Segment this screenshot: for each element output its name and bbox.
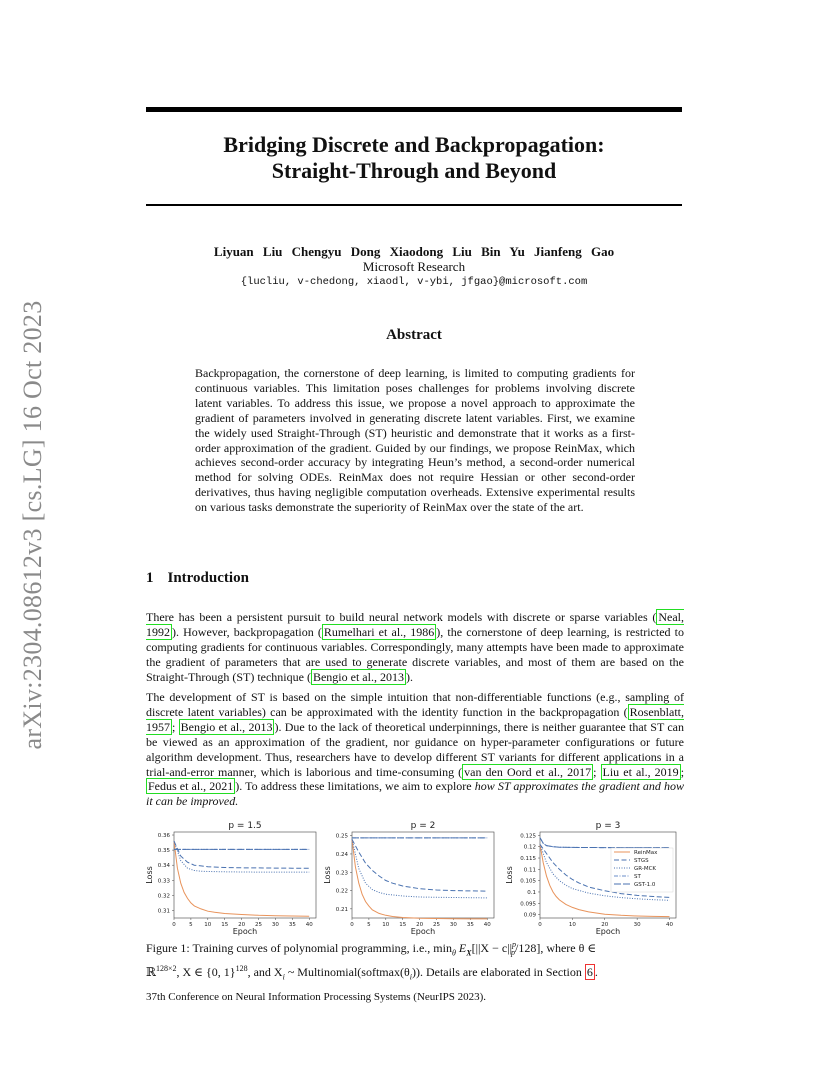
series-line-gr-mck xyxy=(352,839,487,898)
chart-title: p = 2 xyxy=(410,821,436,831)
title-bottom-rule xyxy=(146,204,682,206)
arxiv-identifier xyxy=(18,290,48,760)
caption-text: Training curves of polynomial programming, i.e., min xyxy=(189,941,452,955)
caption-text: E xyxy=(455,941,467,955)
x-axis-label: Epoch xyxy=(410,927,436,936)
x-tick-label: 35 xyxy=(466,922,474,928)
caption-text: ℝ xyxy=(146,965,156,980)
chart-p2 xyxy=(324,818,502,938)
x-tick-label: 5 xyxy=(367,922,371,928)
text-run: ), the cornerstone of deep learning, is restricted to computing gradients for continuous variables. Correspondingly, many attempts have been made to approximate the gradient of parameters that are used to generate discrete variables, and most of them are based on the Straight-Through (ST) technique ( xyxy=(146,624,684,684)
x-axis-label: Epoch xyxy=(595,927,621,936)
caption-text: . xyxy=(594,965,598,980)
section-link[interactable]: 6 xyxy=(586,965,593,980)
legend-label: STGS xyxy=(634,858,649,864)
caption-text: /128], where θ ∈ xyxy=(514,941,597,955)
citation-link[interactable]: Rumelhari et al., 1986 xyxy=(323,624,435,639)
caption-label: Figure 1: xyxy=(146,941,190,955)
citation-link[interactable]: Neal, 1992 xyxy=(146,610,684,639)
section-number: 1 xyxy=(146,570,154,586)
citation-link[interactable]: van den Oord et al., 2017 xyxy=(464,764,592,779)
text-run: ; xyxy=(593,764,601,779)
series-line-stgs xyxy=(352,839,487,891)
y-tick-label: 0.23 xyxy=(335,870,348,877)
y-tick-label: 0.09 xyxy=(523,912,536,919)
chart-p1.5 xyxy=(146,818,324,938)
citation-link[interactable]: Bengio et al., 2013 xyxy=(180,719,273,734)
x-tick-label: 10 xyxy=(204,922,212,928)
caption-text: [||X − c|| xyxy=(471,941,512,955)
y-tick-label: 0.36 xyxy=(157,833,170,840)
x-tick-label: 20 xyxy=(601,922,609,928)
abstract-body: Backpropagation, the cornerstone of deep learning, is limited to computing gradients for continuous variables. This limitation poses challenges for problems involving discrete latent variables. To address this issue, we propose a novel approach to approximate the gradient of parameters involved in generating discrete latent variables. First, we examine the widely used Straight-Through (ST) heuristic and demonstrate that it works as a first-order approximation of the gradient. Guided by our findings, we propose ReinMax, which achieves second-order accuracy by integrating Heun’s method, a second-order numerical method for solving ODEs. ReinMax does not require Hessian or other second-order derivatives, thus having negligible computation overheads. Extensive experimental results on various tasks demonstrate the superiority of ReinMax over the state of the art. xyxy=(195,366,635,515)
text-run: ; xyxy=(680,764,685,779)
chart-title: p = 1.5 xyxy=(228,821,262,831)
y-tick-label: 0.21 xyxy=(335,906,348,913)
text-run: ). Due to the lack of theoretical underpinnings, there is neither guarantee that ST can be viewed as an approximation of the gradient, nor guidance on hyper-parameter configurations or future algorithm development. Thus, researchers have to develop different ST variants for different applications in a trial-and-error manner, which is laborious and time-consuming ( xyxy=(146,719,684,779)
x-tick-label: 40 xyxy=(483,922,491,928)
title-line-2: Straight-Through and Beyond xyxy=(271,158,557,183)
x-tick-label: 35 xyxy=(288,922,296,928)
series-line-st xyxy=(540,838,670,848)
x-tick-label: 5 xyxy=(189,922,193,928)
x-tick-label: 15 xyxy=(399,922,407,928)
citation-link[interactable]: Liu et al., 2019 xyxy=(602,764,679,779)
text-run: The development of ST is based on the simple intuition that non-differentiable functions (e.g., sampling of discrete latent variables) can be approximated with the identity function in the backpropagation ( xyxy=(146,690,684,719)
y-tick-label: 0.11 xyxy=(523,867,536,874)
y-tick-label: 0.22 xyxy=(335,888,348,895)
y-tick-label: 0.25 xyxy=(335,833,348,840)
y-tick-label: 0.095 xyxy=(520,901,536,908)
x-tick-label: 0 xyxy=(350,922,354,928)
emphasis-text: how ST approximates the gradient and how it can be improved. xyxy=(146,779,684,809)
y-tick-label: 0.32 xyxy=(157,893,170,900)
y-tick-label: 0.115 xyxy=(520,856,536,863)
authors: Liyuan Liu Chengyu Dong Xiaodong Liu Bin Yu Jianfeng Gao xyxy=(213,244,615,259)
paper-title xyxy=(146,132,682,184)
y-tick-label: 0.24 xyxy=(335,851,348,858)
legend-label: GST-1.0 xyxy=(634,882,656,888)
series-line-gst-1-0 xyxy=(540,838,670,848)
plot-frame xyxy=(174,832,316,918)
y-axis-label: Loss xyxy=(323,866,332,884)
text-run: There has been a persistent pursuit to build neural network models with discrete or sparse variables ( xyxy=(146,610,657,624)
x-tick-label: 40 xyxy=(305,922,313,928)
title-top-rule xyxy=(146,107,682,112)
caption-text: , and X xyxy=(247,965,283,980)
y-tick-label: 0.105 xyxy=(520,878,536,885)
legend-label: GR-MCK xyxy=(634,866,657,872)
citation-link[interactable]: Rosenblatt, 1957 xyxy=(146,704,684,734)
chart-p3 xyxy=(502,818,684,938)
x-tick-label: 0 xyxy=(538,922,542,928)
arxiv-id-text: arXiv:2304.08612v3 [cs.LG] 16 Oct 2023 xyxy=(18,300,47,750)
y-tick-label: 0.125 xyxy=(520,833,536,840)
series-line-gr-mck xyxy=(174,841,309,872)
caption-text: , X ∈ {0, 1} xyxy=(176,965,236,980)
legend-label: ReinMax xyxy=(634,850,658,856)
series-line-stgs xyxy=(174,841,309,868)
email: {lucliu, v-chedong, xiaodl, v-ybi, jfgao}@microsoft.com xyxy=(240,276,588,288)
citation-link[interactable]: Fedus et al., 2021 xyxy=(148,779,234,794)
citation-link[interactable]: Bengio et al., 2013 xyxy=(312,669,404,684)
x-tick-label: 25 xyxy=(255,922,263,928)
y-tick-label: 0.35 xyxy=(157,848,170,855)
y-tick-label: 0.33 xyxy=(157,878,170,885)
x-tick-label: 10 xyxy=(382,922,390,928)
y-tick-label: 0.31 xyxy=(157,908,170,915)
intro-paragraph-1 xyxy=(146,610,684,685)
abstract-heading: Abstract xyxy=(386,327,442,343)
series-line-reinmax xyxy=(352,839,487,919)
x-tick-label: 40 xyxy=(666,922,674,928)
text-run: ; xyxy=(172,719,179,734)
x-tick-label: 25 xyxy=(433,922,441,928)
intro-paragraph-2 xyxy=(146,690,684,809)
figure-1 xyxy=(146,818,684,938)
y-tick-label: 0.34 xyxy=(157,863,170,870)
caption-text: )). Details are elaborated in Section xyxy=(411,965,585,980)
text-run: ). xyxy=(405,669,413,684)
series-line-reinmax xyxy=(174,841,309,916)
figure-caption: Figure 1: Training curves of polynomial programming, i.e., $\min_\theta E_X[||X - c||^p_p/128]$, where θ ∈ ℝ$^{128\times 2}$, X ∈ {0, 1}$^{128}$, and $X_i$ ~ $Multinomial(softmax(\theta_i))$. Details are elaborated in Section 6 . xyxy=(146,940,598,982)
title-line-1: Bridging Discrete and Backpropagation: xyxy=(223,132,605,157)
affiliation: Microsoft Research xyxy=(362,259,466,274)
x-tick-label: 10 xyxy=(568,922,576,928)
section-heading xyxy=(146,570,249,587)
x-tick-label: 20 xyxy=(416,922,424,928)
section-title: Introduction xyxy=(167,570,249,586)
caption-text: ~ Multinomial(softmax(θ xyxy=(284,965,410,980)
legend-label: ST xyxy=(634,874,641,880)
plot-frame xyxy=(352,832,494,918)
x-axis-label: Epoch xyxy=(232,927,258,936)
x-tick-label: 30 xyxy=(633,922,641,928)
y-axis-label: Loss xyxy=(145,866,154,884)
text-run: ). However, backpropagation ( xyxy=(172,624,322,639)
x-tick-label: 0 xyxy=(172,922,176,928)
y-tick-label: 0.12 xyxy=(523,844,536,851)
x-tick-label: 15 xyxy=(221,922,229,928)
y-axis-label: Loss xyxy=(505,866,514,884)
x-tick-label: 30 xyxy=(271,922,279,928)
footer-note: 37th Conference on Neural Information Processing Systems (NeurIPS 2023). xyxy=(146,991,487,1003)
y-tick-label: 0.1 xyxy=(527,889,536,896)
x-tick-label: 30 xyxy=(449,922,457,928)
chart-title: p = 3 xyxy=(595,821,621,831)
x-tick-label: 20 xyxy=(238,922,246,928)
text-run: ). To address these limitations, we aim to explore xyxy=(235,779,475,794)
